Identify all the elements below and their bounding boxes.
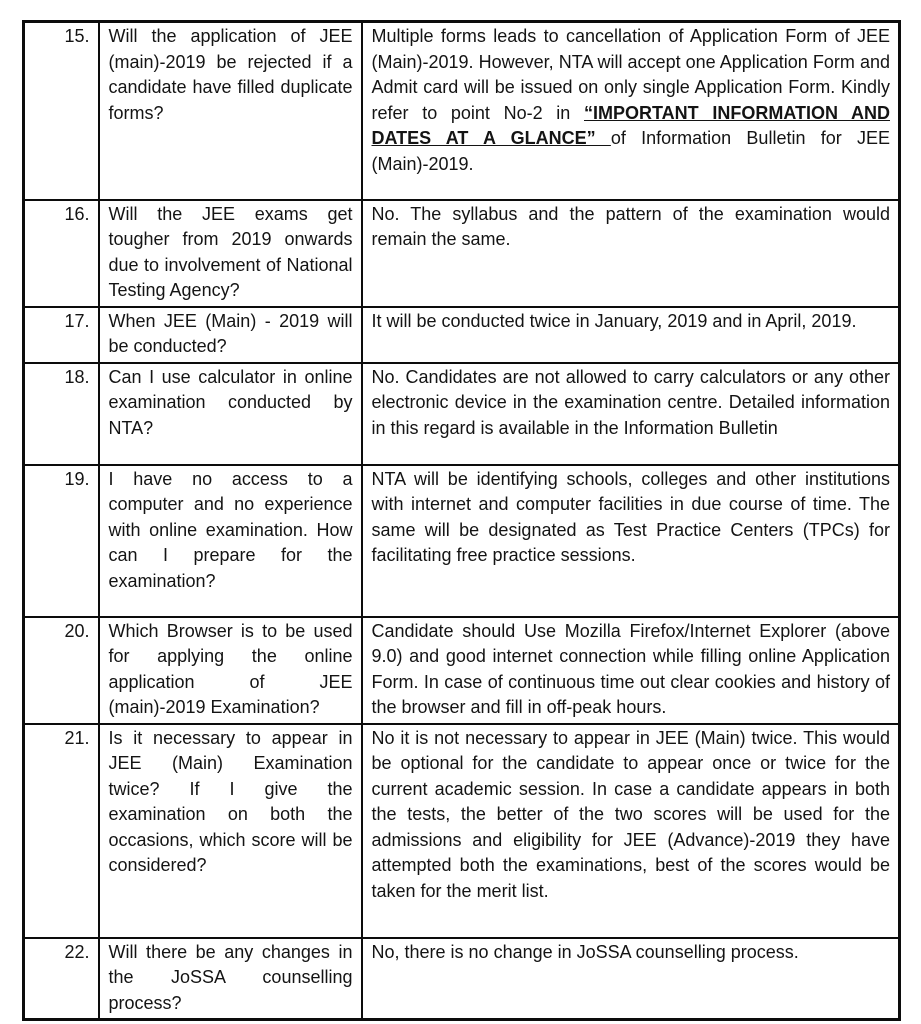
answer-cell: [362, 617, 900, 724]
table-row: [24, 617, 900, 724]
row-number: 15.: [24, 22, 99, 200]
answer-cell: [362, 938, 900, 1020]
table-row: [24, 465, 900, 617]
answer-cell: [362, 200, 900, 307]
question-cell: Will the application of JEE (main)-2019 be rejected if a candidate have filled duplicate forms?: [99, 22, 362, 200]
question-cell: I have no access to a computer and no experience with online examination. How can I prepare for the examination?: [99, 465, 362, 617]
answer-text: Candidate should Use Mozilla Firefox/Internet Explorer (above 9.0) and good internet connection while filling online Application Form. In case of continuous time out clear cookies and history of the browser and fill in off-peak hours.: [371, 620, 890, 717]
table-row: [24, 307, 900, 363]
answer-text: No. The syllabus and the pattern of the examination would remain the same.: [371, 203, 890, 249]
answer-text: No it is not necessary to appear in JEE (Main) twice. This would be optional for the candidate to appear once or twice for the current academic session. In case a candidate appears in both the tests, the better of the two scores will be used for the admissions and eligibility for JEE (Advance)-2019 they have attempted both the examinations, best of the scores would be taken for the merit list.: [371, 727, 890, 901]
table-row: [24, 938, 900, 1020]
answer-text: It will be conducted twice in January, 2019 and in April, 2019.: [371, 310, 857, 331]
answer-text: NTA will be identifying schools, colleges and other institutions with internet and computer facilities in due course of time. The same will be designated as Test Practice Centers (TPCs) for facilitating free practice sessions.: [371, 468, 890, 565]
answer-cell: [362, 363, 900, 465]
table-row: [24, 200, 900, 307]
answer-text: of Information Bulletin for JEE (Main)-2019.: [371, 128, 890, 174]
faq-table: [22, 20, 901, 1021]
answer-cell: [362, 465, 900, 617]
row-number: 18.: [24, 363, 99, 465]
answer-text: Multiple forms leads to cancellation of Application Form of JEE (Main)-2019. However, NTA will accept one Application Form and Admit card will be issued on only single Application Form. Kindly refer to point No-2 in: [371, 26, 890, 123]
table-row: [24, 724, 900, 938]
answer-text: No, there is no change in JoSSA counselling process.: [371, 941, 799, 962]
question-cell: Is it necessary to appear in JEE (Main) Examination twice? If I give the examination on both the occasions, which score will be considered?: [99, 724, 362, 938]
question-cell: Which Browser is to be used for applying the online application of JEE (main)-2019 Examination?: [99, 617, 362, 724]
table-row: [24, 22, 900, 200]
answer-cell: [362, 22, 900, 200]
row-number: 16.: [24, 200, 99, 307]
question-cell: When JEE (Main) - 2019 will be conducted?: [99, 307, 362, 363]
emphasized-text: “IMPORTANT INFORMATION AND DATES AT A GLANCE”: [371, 102, 890, 148]
question-cell: Will there be any changes in the JoSSA counselling process?: [99, 938, 362, 1020]
answer-cell: [362, 307, 900, 363]
row-number: 21.: [24, 724, 99, 938]
question-cell: Can I use calculator in online examination conducted by NTA?: [99, 363, 362, 465]
row-number: 22.: [24, 938, 99, 1020]
answer-cell: [362, 724, 900, 938]
row-number: 17.: [24, 307, 99, 363]
row-number: 19.: [24, 465, 99, 617]
table-row: [24, 363, 900, 465]
answer-text: No. Candidates are not allowed to carry calculators or any other electronic device in the examination centre. Detailed information in this regard is available in the Information Bulletin: [371, 366, 890, 438]
question-cell: Will the JEE exams get tougher from 2019 onwards due to involvement of National Testing Agency?: [99, 200, 362, 307]
row-number: 20.: [24, 617, 99, 724]
